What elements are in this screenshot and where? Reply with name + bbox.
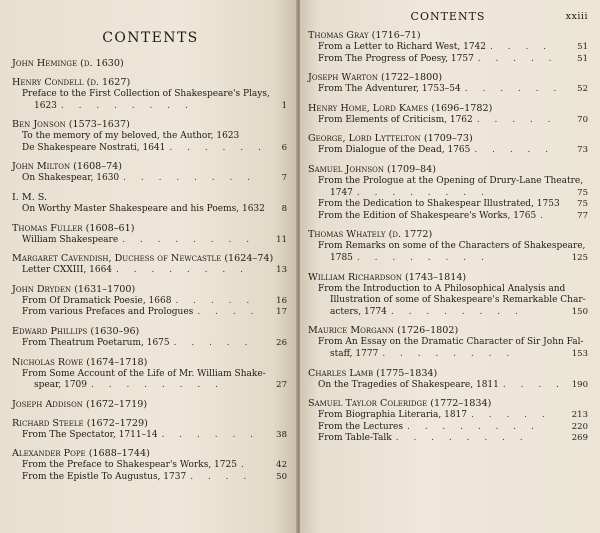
- leader-dots: . . . . . . . .: [395, 433, 529, 444]
- work-title-text: From The Spectator, 1711–14: [22, 429, 158, 440]
- work-title-line: [12, 173, 289, 185]
- toc-entry: [12, 58, 289, 70]
- page-number: 51: [577, 42, 588, 52]
- work-title-text: From the Lectures: [318, 421, 403, 432]
- running-head-page-number: xxiii: [565, 11, 588, 22]
- work-title-line: [12, 143, 289, 155]
- work-title-line: [12, 131, 289, 143]
- work-title-line: [308, 145, 588, 157]
- work-title-line: [308, 54, 588, 66]
- page-number: 75: [577, 187, 588, 198]
- page-number: 13: [276, 265, 287, 276]
- leader-dots: . . . . .: [474, 145, 555, 156]
- work-title-text: From a Letter to Richard West, 1742: [318, 42, 486, 52]
- leader-dots: . . . . . . . .: [122, 234, 256, 245]
- work-title-line: [12, 460, 289, 472]
- toc-entry: [12, 77, 289, 112]
- work-title-text: From Dialogue of the Dead, 1765: [318, 145, 471, 156]
- work-title-text: From Elements of Criticism, 1762: [318, 114, 473, 125]
- work-title-text: From Of Dramatick Poesie, 1668: [22, 295, 172, 306]
- work-title-line: [308, 115, 588, 127]
- work-title-text: From the Edition of Shakespeare's Works, 1765: [318, 210, 537, 221]
- work-title-line: [12, 235, 289, 247]
- work-title-line: [308, 410, 588, 422]
- toc-entry: [308, 229, 588, 264]
- leader-dots: . . . .: [490, 42, 553, 52]
- toc-entry: [12, 399, 289, 411]
- author-name: John Milton (1608–74): [12, 161, 123, 173]
- page-number: 17: [276, 307, 287, 318]
- page-number: 26: [276, 337, 287, 348]
- work-title-line: [12, 265, 289, 277]
- page-number: 7: [281, 173, 287, 184]
- work-title-text: From The Progress of Poesy, 1757: [318, 53, 474, 64]
- page-number: 52: [577, 84, 588, 95]
- author-name: William Richardson (1743–1814): [308, 271, 467, 283]
- page-number: 8: [281, 203, 287, 214]
- work-title-text: Illustration of some of Shakespeare's Remarkable Char-: [330, 295, 586, 306]
- author-name: Richard Steele (1672–1729): [12, 417, 148, 429]
- work-title-line: [12, 101, 289, 113]
- work-title-text: De Shakespeare Nostrati, 1641: [22, 142, 166, 153]
- work-title-text: From the Preface to Shakespear's Works, 1725: [22, 460, 237, 471]
- work-title-text: From Some Account of the Life of Mr. William Shake-: [22, 368, 266, 379]
- page-number: 11: [276, 234, 287, 245]
- leader-dots: . . . . . . . .: [356, 252, 490, 263]
- leader-dots: . . . . . . . .: [116, 265, 249, 276]
- left-page: [0, 0, 297, 533]
- toc-entry: [12, 192, 289, 216]
- page-number: 70: [577, 114, 588, 125]
- work-title-line: [308, 211, 588, 223]
- work-title-line: [308, 337, 588, 349]
- work-title-text: From the Dedication to Shakespear Illustrated, 1753: [318, 199, 560, 210]
- toc-entry: [308, 398, 588, 445]
- work-title-text: spear, 1709: [34, 380, 88, 391]
- leader-dots: . . . . .: [476, 114, 557, 125]
- leader-dots: . . . .: [197, 307, 260, 318]
- leader-dots: . . . . .: [173, 337, 254, 348]
- author-name: Thomas Fuller (1608–61): [12, 222, 135, 234]
- page-number: 1: [281, 100, 287, 111]
- leader-dots: . . . . . . . .: [390, 306, 524, 317]
- page-number: 190: [571, 379, 588, 390]
- work-title-text: From Theatrum Poetarum, 1675: [22, 337, 170, 348]
- toc-entry: [12, 253, 289, 277]
- work-title-line: [12, 472, 289, 484]
- page-number: 42: [276, 460, 287, 471]
- page-number: 51: [577, 53, 588, 64]
- toc-entry: [308, 325, 588, 360]
- leader-dots: .: [240, 460, 250, 471]
- work-title-line: [12, 369, 289, 381]
- toc-entry: [308, 368, 588, 392]
- toc-entry: [308, 133, 588, 157]
- contents-title: CONTENTS: [102, 30, 199, 46]
- leader-dots: .: [540, 210, 550, 221]
- toc-entry: [12, 223, 289, 247]
- work-title-line: [12, 380, 289, 392]
- work-title-line: [308, 199, 588, 211]
- page-number: 150: [571, 306, 588, 317]
- toc-entry: [12, 326, 289, 350]
- toc-entry: [12, 357, 289, 392]
- leader-dots: . . . . . . . .: [382, 348, 516, 359]
- work-title-line: [12, 89, 289, 101]
- page-number: 73: [577, 145, 588, 156]
- page-number: 125: [571, 252, 588, 263]
- left-entry-list: [12, 58, 289, 484]
- author-name: Edward Phillips (1630–96): [12, 325, 140, 337]
- work-title-text: 1623: [34, 100, 57, 111]
- work-title-line: [308, 422, 588, 434]
- work-title-text: From various Prefaces and Prologues: [22, 307, 194, 318]
- toc-entry: [308, 30, 588, 65]
- work-title-line: [308, 380, 588, 392]
- author-name: Henry Home, Lord Kames (1696–1782): [308, 102, 493, 114]
- author-name: John Dryden (1631–1700): [12, 283, 136, 295]
- work-title-text: 1747: [330, 187, 353, 198]
- work-title-line: [12, 430, 289, 442]
- work-title-line: [308, 84, 588, 96]
- author-name: Charles Lamb (1775–1834): [308, 367, 438, 379]
- leader-dots: . . . . . . . .: [60, 100, 194, 111]
- page-number: 75: [577, 199, 588, 210]
- leader-dots: . . . . . . . .: [406, 421, 540, 432]
- work-title-text: On the Tragedies of Shakespeare, 1811: [318, 379, 499, 390]
- leader-dots: . . . . . .: [169, 142, 267, 153]
- page-number: 38: [276, 429, 287, 440]
- work-title-text: Preface to the First Collection of Shakespeare's Plays,: [22, 89, 270, 99]
- page-number: 220: [571, 421, 588, 432]
- author-name: Thomas Whately (d. 1772): [308, 229, 433, 241]
- work-title-line: [12, 338, 289, 350]
- leader-dots: . . . . .: [175, 295, 256, 306]
- author-name: I. M. S.: [12, 191, 48, 203]
- work-title-text: From The Adventurer, 1753–54: [318, 84, 461, 95]
- toc-entry: [308, 103, 588, 127]
- leader-dots: . . . . .: [471, 410, 551, 421]
- leader-dots: . . . . . .: [161, 429, 260, 440]
- leader-dots: . . . . . . . .: [91, 380, 224, 391]
- toc-entry: [12, 448, 289, 483]
- work-title-text: staff, 1777: [330, 348, 379, 359]
- toc-entry: [12, 418, 289, 442]
- running-head-title: CONTENTS: [410, 10, 486, 23]
- toc-entry: [308, 164, 588, 222]
- work-title-line: [12, 296, 289, 308]
- author-name: Nicholas Rowe (1674–1718): [12, 356, 148, 368]
- work-title-line: [308, 349, 588, 361]
- work-title-text: 1785: [330, 252, 353, 263]
- toc-entry: [308, 72, 588, 96]
- toc-entry: [12, 161, 289, 185]
- author-name: Henry Condell (d. 1627): [12, 77, 131, 88]
- work-title-line: [308, 188, 588, 200]
- work-title-text: To the memory of my beloved, the Author, 1623: [22, 131, 240, 142]
- running-head: [308, 8, 588, 30]
- author-name: Samuel Johnson (1709–84): [308, 163, 436, 175]
- leader-dots: . . . . . .: [464, 84, 563, 95]
- leader-dots: . . . .: [190, 471, 253, 482]
- page-number: 269: [571, 433, 588, 444]
- work-title-text: On Shakespear, 1630: [22, 173, 120, 184]
- author-name: Alexander Pope (1688–1744): [12, 448, 150, 460]
- page-number: 153: [571, 348, 588, 359]
- author-name: Joseph Addison (1672–1719): [12, 398, 148, 410]
- author-name: Maurice Morgann (1726–1802): [308, 325, 459, 337]
- work-title-text: On Worthy Master Shakespeare and his Poems, 1632: [22, 203, 265, 214]
- page-number: 27: [276, 380, 287, 391]
- author-name: Ben Jonson (1573–1637): [12, 119, 130, 131]
- right-entry-list: [308, 30, 588, 445]
- work-title-line: [308, 295, 588, 307]
- page-number: 213: [571, 410, 588, 421]
- work-title-text: From the Prologue at the Opening of Drury-Lane Theatre,: [318, 175, 584, 186]
- work-title-text: From Remarks on some of the Characters of Shakespeare,: [318, 241, 586, 252]
- work-title-line: [308, 433, 588, 445]
- work-title-line: [308, 307, 588, 319]
- page-number: 77: [577, 210, 588, 221]
- work-title-text: From Table-Talk: [318, 433, 392, 444]
- right-page: [300, 0, 600, 533]
- work-title-line: [308, 176, 588, 188]
- author-name: Samuel Taylor Coleridge (1772–1834): [308, 398, 492, 410]
- leader-dots: . . . . . . . .: [356, 187, 490, 198]
- work-title-text: From An Essay on the Dramatic Character of Sir John Fal-: [318, 337, 584, 348]
- work-title-line: [308, 42, 588, 54]
- work-title-line: [308, 241, 588, 253]
- work-title-text: William Shakespeare: [22, 234, 119, 245]
- work-title-line: [12, 204, 289, 216]
- author-name: George, Lord Lyttelton (1709–73): [308, 133, 473, 145]
- page-number: 16: [276, 295, 287, 306]
- toc-entry: [12, 284, 289, 319]
- work-title-line: [12, 307, 289, 319]
- page-number: 50: [276, 471, 287, 482]
- leader-dots: . . . .: [502, 379, 565, 390]
- work-title-line: [308, 253, 588, 265]
- work-title-text: Letter CXXIII, 1664: [22, 265, 113, 276]
- author-name: Thomas Gray (1716–71): [308, 30, 421, 41]
- work-title-text: From the Epistle To Augustus, 1737: [22, 471, 187, 482]
- toc-entry: [12, 119, 289, 154]
- work-title-text: From Biographia Literaria, 1817: [318, 410, 468, 421]
- author-name: Margaret Cavendish, Duchess of Newcastle (1624–74): [12, 253, 274, 265]
- work-title-text: acters, 1774: [330, 306, 387, 317]
- work-title-line: [308, 284, 588, 296]
- author-name: John Heminge (d. 1630): [12, 58, 124, 69]
- work-title-text: From the Introduction to A Philosophical Analysis and: [318, 283, 566, 294]
- leader-dots: . . . . .: [477, 53, 558, 64]
- leader-dots: . . . . . . . .: [123, 173, 257, 184]
- author-name: Joseph Warton (1722–1800): [308, 72, 443, 84]
- page-number: 6: [281, 142, 287, 153]
- toc-entry: [308, 272, 588, 319]
